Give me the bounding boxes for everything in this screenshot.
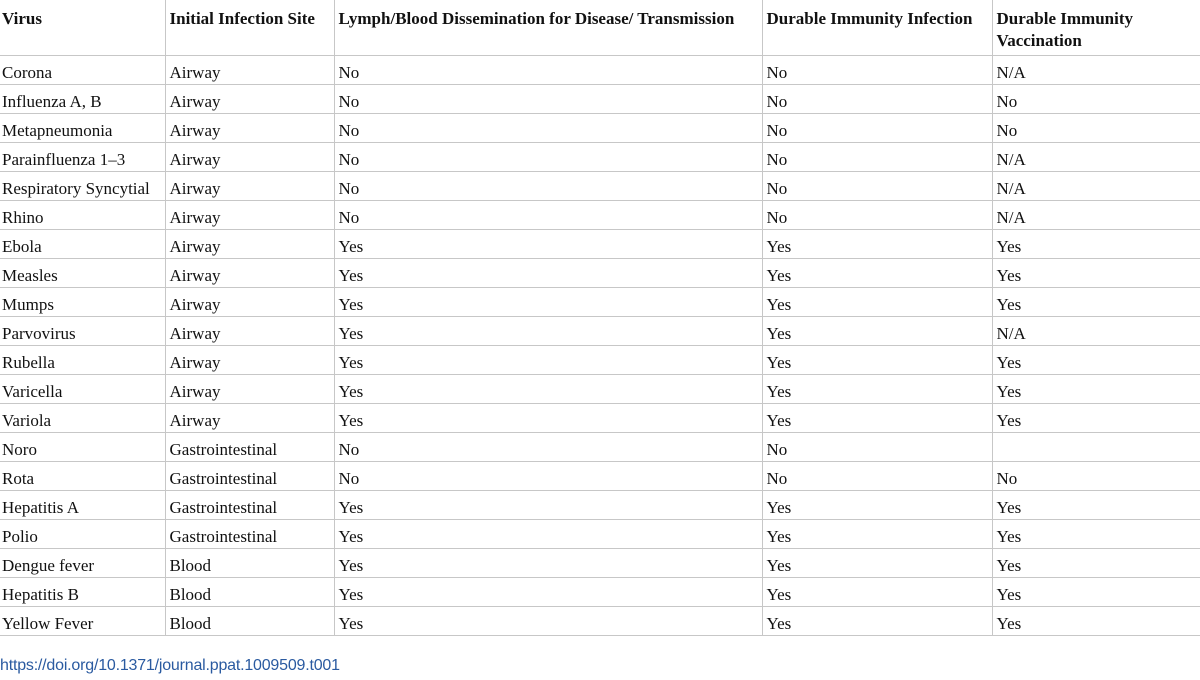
infection-site-cell: Blood	[165, 549, 334, 578]
immunity-vaccination-cell: Yes	[992, 607, 1200, 636]
table-row	[0, 143, 1200, 172]
dissemination-cell: Yes	[334, 491, 762, 520]
infection-site-cell: Airway	[165, 172, 334, 201]
header-immunity-vaccination: Durable Immunity Vaccination	[992, 0, 1200, 56]
infection-site-cell: Airway	[165, 114, 334, 143]
dissemination-cell: Yes	[334, 578, 762, 607]
dissemination-cell: Yes	[334, 375, 762, 404]
table-row	[0, 549, 1200, 578]
immunity-infection-cell: No	[762, 462, 992, 491]
virus-cell: Corona	[0, 56, 165, 85]
virus-cell: Measles	[0, 259, 165, 288]
dissemination-cell: No	[334, 143, 762, 172]
virus-cell: Hepatitis B	[0, 578, 165, 607]
immunity-infection-cell: Yes	[762, 288, 992, 317]
dissemination-cell: No	[334, 56, 762, 85]
immunity-infection-cell: Yes	[762, 607, 992, 636]
table-header	[0, 0, 1200, 56]
immunity-vaccination-cell: N/A	[992, 317, 1200, 346]
infection-site-cell: Gastrointestinal	[165, 520, 334, 549]
infection-site-cell: Airway	[165, 230, 334, 259]
immunity-vaccination-cell: Yes	[992, 288, 1200, 317]
virus-cell: Polio	[0, 520, 165, 549]
virus-cell: Influenza A, B	[0, 85, 165, 114]
dissemination-cell: Yes	[334, 549, 762, 578]
immunity-vaccination-cell: Yes	[992, 404, 1200, 433]
immunity-vaccination-cell: Yes	[992, 549, 1200, 578]
infection-site-cell: Airway	[165, 85, 334, 114]
infection-site-cell: Airway	[165, 375, 334, 404]
table-row	[0, 56, 1200, 85]
infection-site-cell: Blood	[165, 578, 334, 607]
infection-site-cell: Airway	[165, 404, 334, 433]
immunity-vaccination-cell: Yes	[992, 230, 1200, 259]
header-row	[0, 0, 1200, 56]
immunity-infection-cell: No	[762, 85, 992, 114]
dissemination-cell: Yes	[334, 288, 762, 317]
dissemination-cell: No	[334, 85, 762, 114]
immunity-infection-cell: Yes	[762, 549, 992, 578]
table-row	[0, 520, 1200, 549]
dissemination-cell: No	[334, 114, 762, 143]
infection-site-cell: Airway	[165, 288, 334, 317]
table-row	[0, 172, 1200, 201]
dissemination-cell: Yes	[334, 259, 762, 288]
immunity-infection-cell: Yes	[762, 230, 992, 259]
immunity-vaccination-cell	[992, 433, 1200, 462]
header-virus: Virus	[0, 0, 165, 56]
immunity-infection-cell: No	[762, 433, 992, 462]
table-row	[0, 375, 1200, 404]
table-row	[0, 259, 1200, 288]
immunity-vaccination-cell: Yes	[992, 578, 1200, 607]
immunity-vaccination-cell: No	[992, 462, 1200, 491]
immunity-vaccination-cell: Yes	[992, 375, 1200, 404]
doi-link[interactable]: https://doi.org/10.1371/journal.ppat.1009509.t001	[0, 657, 340, 674]
table-row	[0, 578, 1200, 607]
dissemination-cell: Yes	[334, 346, 762, 375]
immunity-vaccination-cell: Yes	[992, 259, 1200, 288]
table-row	[0, 114, 1200, 143]
immunity-vaccination-cell: N/A	[992, 56, 1200, 85]
immunity-infection-cell: Yes	[762, 346, 992, 375]
header-initial-infection-site: Initial Infection Site	[165, 0, 334, 56]
infection-site-cell: Blood	[165, 607, 334, 636]
immunity-infection-cell: No	[762, 114, 992, 143]
immunity-vaccination-cell: N/A	[992, 172, 1200, 201]
immunity-infection-cell: Yes	[762, 404, 992, 433]
table-row	[0, 346, 1200, 375]
virus-cell: Varicella	[0, 375, 165, 404]
table-row	[0, 201, 1200, 230]
virus-cell: Hepatitis A	[0, 491, 165, 520]
immunity-infection-cell: Yes	[762, 491, 992, 520]
virus-cell: Rubella	[0, 346, 165, 375]
dissemination-cell: No	[334, 433, 762, 462]
infection-site-cell: Airway	[165, 56, 334, 85]
table-row	[0, 288, 1200, 317]
virus-cell: Ebola	[0, 230, 165, 259]
immunity-infection-cell: No	[762, 201, 992, 230]
infection-site-cell: Airway	[165, 317, 334, 346]
immunity-infection-cell: No	[762, 172, 992, 201]
immunity-vaccination-cell: Yes	[992, 520, 1200, 549]
virus-cell: Parvovirus	[0, 317, 165, 346]
virus-cell: Rota	[0, 462, 165, 491]
immunity-infection-cell: No	[762, 56, 992, 85]
virus-cell: Variola	[0, 404, 165, 433]
virus-cell: Dengue fever	[0, 549, 165, 578]
immunity-vaccination-cell: Yes	[992, 491, 1200, 520]
virus-cell: Noro	[0, 433, 165, 462]
dissemination-cell: Yes	[334, 520, 762, 549]
immunity-infection-cell: No	[762, 143, 992, 172]
immunity-infection-cell: Yes	[762, 259, 992, 288]
dissemination-cell: No	[334, 201, 762, 230]
table-row	[0, 404, 1200, 433]
infection-site-cell: Airway	[165, 259, 334, 288]
immunity-infection-cell: Yes	[762, 520, 992, 549]
dissemination-cell: Yes	[334, 230, 762, 259]
virus-cell: Rhino	[0, 201, 165, 230]
infection-site-cell: Gastrointestinal	[165, 491, 334, 520]
immunity-vaccination-cell: No	[992, 114, 1200, 143]
immunity-infection-cell: Yes	[762, 317, 992, 346]
dissemination-cell: No	[334, 172, 762, 201]
immunity-vaccination-cell: N/A	[992, 143, 1200, 172]
dissemination-cell: No	[334, 462, 762, 491]
dissemination-cell: Yes	[334, 317, 762, 346]
virus-cell: Yellow Fever	[0, 607, 165, 636]
table-row	[0, 607, 1200, 636]
table-row	[0, 491, 1200, 520]
infection-site-cell: Airway	[165, 201, 334, 230]
immunity-vaccination-cell: No	[992, 85, 1200, 114]
table-row	[0, 85, 1200, 114]
dissemination-cell: Yes	[334, 404, 762, 433]
dissemination-cell: Yes	[334, 607, 762, 636]
immunity-vaccination-cell: Yes	[992, 346, 1200, 375]
header-dissemination: Lymph/Blood Dissemination for Disease/ Transmission	[334, 0, 762, 56]
infection-site-cell: Gastrointestinal	[165, 462, 334, 491]
virus-cell: Parainfluenza 1–3	[0, 143, 165, 172]
table-row	[0, 230, 1200, 259]
immunity-infection-cell: Yes	[762, 578, 992, 607]
table-row	[0, 433, 1200, 462]
immunity-infection-cell: Yes	[762, 375, 992, 404]
infection-site-cell: Airway	[165, 346, 334, 375]
table-row	[0, 462, 1200, 491]
table-body	[0, 56, 1200, 636]
virus-cell: Respiratory Syncytial	[0, 172, 165, 201]
virus-cell: Mumps	[0, 288, 165, 317]
infection-site-cell: Airway	[165, 143, 334, 172]
table-row	[0, 317, 1200, 346]
virus-cell: Metapneumonia	[0, 114, 165, 143]
header-immunity-infection: Durable Immunity Infection	[762, 0, 992, 56]
infection-site-cell: Gastrointestinal	[165, 433, 334, 462]
immunity-vaccination-cell: N/A	[992, 201, 1200, 230]
